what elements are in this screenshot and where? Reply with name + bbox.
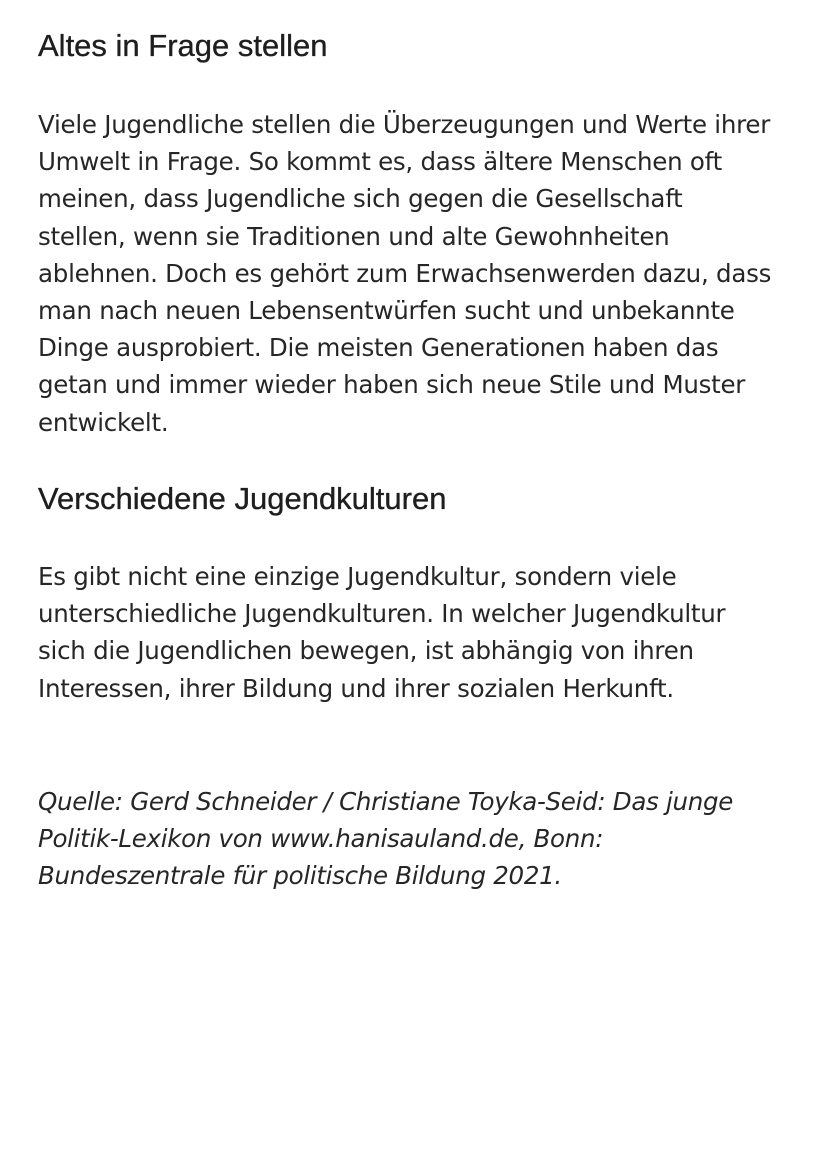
section-heading-altes-in-frage-stellen: Altes in Frage stellen <box>38 28 328 63</box>
paragraph-line: Interessen, ihrer Bildung und ihrer sozialen Herkunft. <box>38 673 674 703</box>
paragraph-line: Dinge ausprobiert. Die meisten Generationen haben das <box>38 333 719 363</box>
source-line: Quelle: Gerd Schneider / Christiane Toyka-Seid: Das junge <box>38 787 733 816</box>
section-paragraph-altes-in-frage-stellen <box>38 106 771 441</box>
paragraph-line: meinen, dass Jugendliche sich gegen die Gesellschaft <box>38 184 683 214</box>
paragraph-line: entwickelt. <box>38 407 169 437</box>
source-citation <box>38 783 733 894</box>
paragraph-line: sich die Jugendlichen bewegen, ist abhängig von ihren <box>38 636 694 666</box>
paragraph-line: man nach neuen Lebensentwürfen sucht und unbekannte <box>38 296 735 326</box>
paragraph-line: Viele Jugendliche stellen die Überzeugungen und Werte ihrer <box>38 110 771 139</box>
paragraph-line: Es gibt nicht eine einzige Jugendkultur, sondern viele <box>38 562 677 591</box>
source-line: Bundeszentrale für politische Bildung 2021. <box>38 861 562 890</box>
paragraph-line: stellen, wenn sie Traditionen und alte Gewohnheiten <box>38 221 670 251</box>
source-line: Politik-Lexikon von www.hanisauland.de, Bonn: <box>38 824 604 853</box>
section-heading-verschiedene-jugendkulturen: Verschiedene Jugendkulturen <box>38 481 447 516</box>
paragraph-line: Umwelt in Frage. So kommt es, dass ältere Menschen oft <box>38 147 722 177</box>
paragraph-line: unterschiedliche Jugendkulturen. In welcher Jugendkultur <box>38 599 726 629</box>
paragraph-line: getan und immer wieder haben sich neue Stile und Muster <box>38 370 746 400</box>
section-paragraph-verschiedene-jugendkulturen <box>38 558 725 707</box>
paragraph-line: ablehnen. Doch es gehört zum Erwachsenwerden dazu, dass <box>38 258 772 288</box>
